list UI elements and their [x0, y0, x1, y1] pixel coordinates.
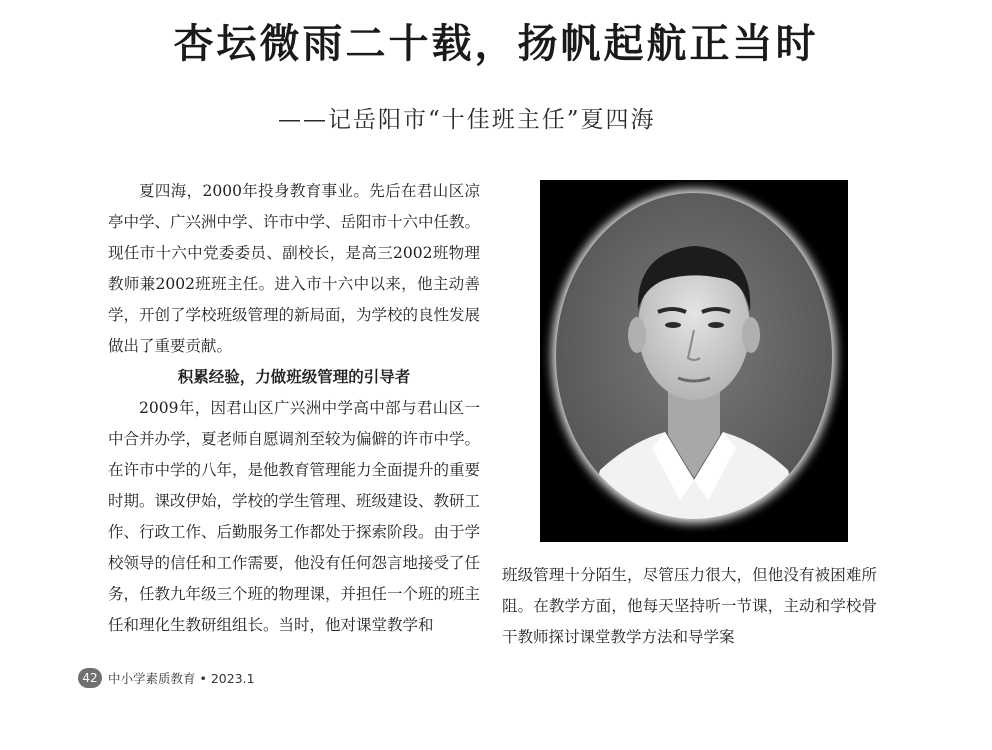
page-number-badge: 42 [78, 668, 102, 688]
portrait-image [540, 180, 848, 542]
journal-issue: 中小学素质教育 • 2023.1 [108, 671, 255, 686]
article-subtitle: ——记岳阳市“十佳班主任”夏四海 [278, 107, 656, 133]
page-footer [78, 666, 255, 690]
continued-paragraph: 班级管理十分陌生，尽管压力很大，但他没有被困难所阻。在教学方面，他每天坚持听一节课，主动和学校骨干教师探讨课堂教学方法和导学案 [502, 566, 877, 646]
intro-paragraph: 夏四海，2000年投身教育事业。先后在君山区凉亭中学、广兴洲中学、许市中学、岳阳市十六中任教。现任市十六中党委委员、副校长，是高三2002班物理教师兼2002班班主任。进入市十六中以来，他主动善学，开创了学校班级管理的新局面，为学校的良性发展做出了重要贡献。 [108, 182, 481, 355]
left-column [108, 176, 480, 641]
portrait-photo [540, 180, 848, 542]
right-column [502, 560, 877, 653]
section-heading: 积累经验，力做班级管理的引导者 [177, 368, 411, 386]
article-title: 杏坛微雨二十载，扬帆起航正当时 [173, 21, 819, 67]
body-paragraph: 2009年，因君山区广兴洲中学高中部与君山区一中合并办学，夏老师自愿调剂至较为偏僻的许市中学。在许市中学的八年，是他教育管理能力全面提升的重要时期。课改伊始，学校的学生管理、班级建设、教研工作、行政工作、后勤服务工作都处于探索阶段。由于学校领导的信任和工作需要，他没有任何怨言地接受了任务，任教九年级三个班的物理课，并担任一个班的班主任和理化生教研组组长。当时，他对课堂教学和 [108, 399, 481, 634]
